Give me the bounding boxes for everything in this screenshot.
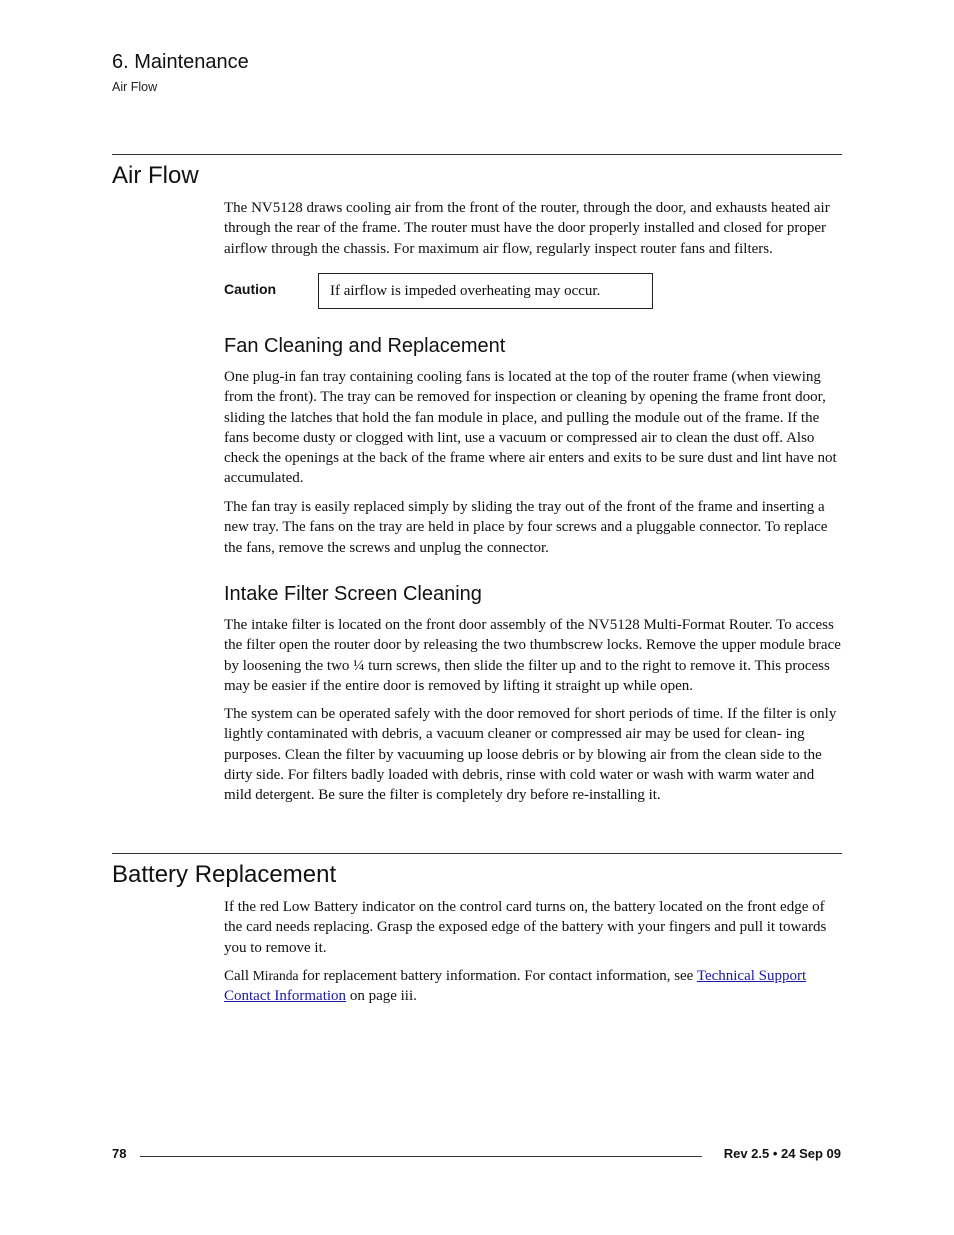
section-heading-battery: Battery Replacement bbox=[112, 861, 337, 888]
intake-paragraph-2: The system can be operated safely with the door removed for short periods of time. If the filter is only lightly contaminated with debris, a vacuum cleaner or compressed air may be used for clean- ing purposes. Clean the filter by vacuuming up loose debris or by blowing air from the clean side to the dirty side. For filters badly loaded with debris, rinse with cold water or wash with warm water and mild detergent. Be sure the filter is completely dry before re-installing it. bbox=[224, 706, 837, 804]
footer-rule bbox=[140, 1156, 702, 1157]
company-name: Miranda bbox=[252, 968, 299, 983]
section-heading-air-flow: Air Flow bbox=[112, 162, 199, 189]
fan-paragraph-2: The fan tray is easily replaced simply by sliding the tray out of the front of the frame and inserting a new tray. The fans on the tray are held in place by four screws and a pluggable connector. To replace the fans, remove the screws and unplug the connector. bbox=[224, 499, 828, 556]
battery-paragraph-2 bbox=[224, 966, 841, 1007]
caution-label: Caution bbox=[224, 281, 277, 297]
battery-p2-prefix: Call bbox=[224, 968, 253, 984]
subsection-heading-intake: Intake Filter Screen Cleaning bbox=[224, 583, 482, 605]
section-divider bbox=[112, 154, 842, 155]
chapter-title: 6. Maintenance bbox=[112, 51, 249, 73]
fan-paragraph-1: One plug-in fan tray containing cooling fans is located at the top of the router frame (when viewing from the front). The tray can be removed for inspection or cleaning by opening the frame front door, sliding the latches that hold the fan module in place, and pulling the module out of the frame. If the fans become dusty or clogged with lint, use a vacuum or compressed air to clean the dust off. Also check the openings at the back of the frame where air enters and exits to be sure dust and lint have not accumulated. bbox=[224, 369, 837, 487]
subsection-heading-fan: Fan Cleaning and Replacement bbox=[224, 335, 506, 357]
technical-support-link[interactable]: Technical Support Contact Information bbox=[224, 968, 807, 1005]
battery-paragraph-1: If the red Low Battery indicator on the control card turns on, the battery located on the front edge of the card needs replacing. Grasp the exposed edge of the battery with your fingers and pull it towards you to remove it. bbox=[224, 899, 827, 956]
airflow-intro-paragraph: The NV5128 draws cooling air from the front of the router, through the door, and exhausts heated air through the rear of the frame. The router must have the door properly installed and closed for proper airflow through the chassis. For maximum air flow, regularly inspect router fans and filters. bbox=[224, 200, 830, 257]
revision-info: Rev 2.5 • 24 Sep 09 bbox=[723, 1146, 841, 1161]
caution-box: If airflow is impeded overheating may occur. bbox=[318, 273, 653, 309]
running-title: Air Flow bbox=[112, 80, 158, 94]
page-number: 78 bbox=[112, 1146, 127, 1161]
section-divider bbox=[112, 853, 842, 854]
battery-p2-middle: for replacement battery information. For contact information, see bbox=[298, 968, 697, 984]
intake-paragraph-1: The intake filter is located on the front door assembly of the NV5128 Multi-Format Router. To access the filter open the router door by releasing the two thumbscrew locks. Remove the upper module brace by loosening the two ¼ turn screws, then slide the filter up and to the right to remove it. This process may be easier if the entire door is removed by lifting it straight up while open. bbox=[224, 617, 841, 694]
battery-p2-suffix: on page iii. bbox=[346, 988, 417, 1005]
